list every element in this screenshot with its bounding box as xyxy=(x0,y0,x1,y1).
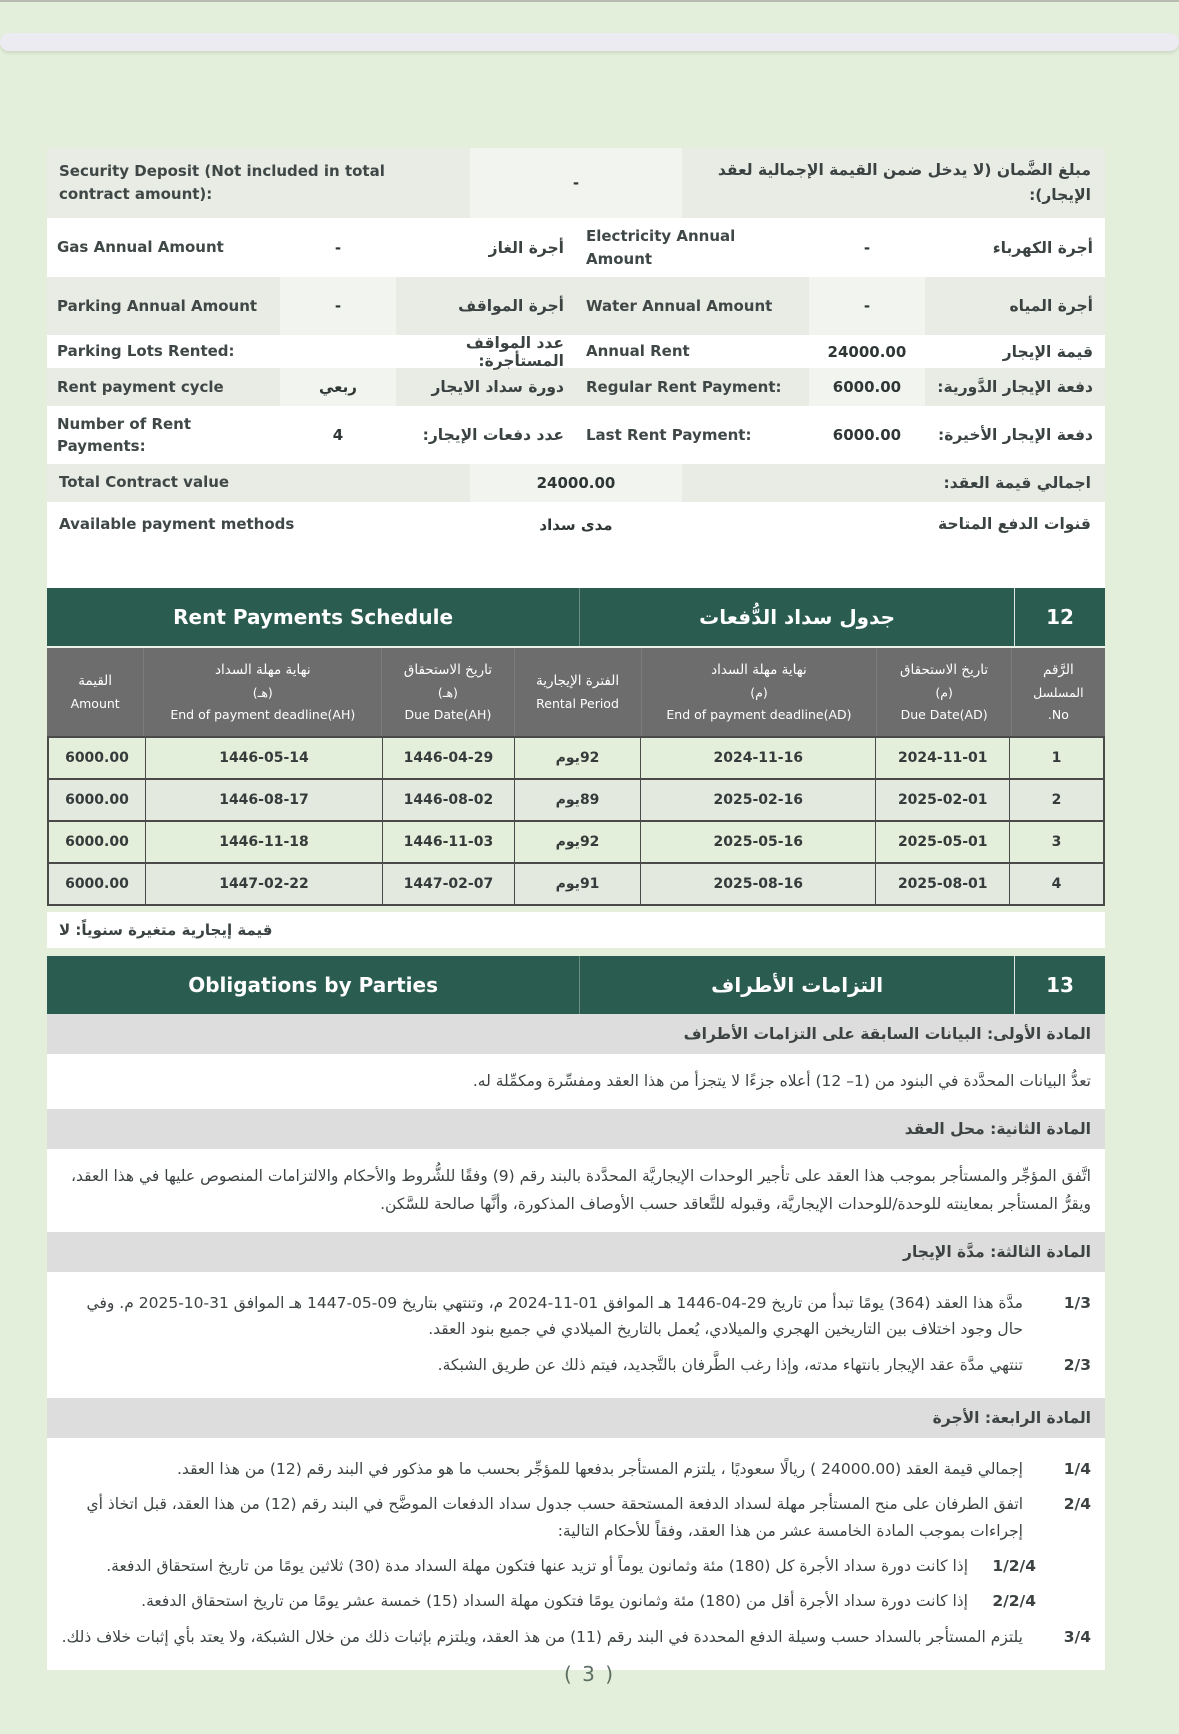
table-row xyxy=(47,406,1105,464)
schedule-header-cell: القيمة Amount xyxy=(70,673,120,711)
section-title-en: Obligations by Parties xyxy=(188,973,438,997)
article-heading: المادة الأولى: البيانات السابقة على التزامات الأطراف xyxy=(47,1014,1105,1054)
value: ربعي xyxy=(280,368,396,406)
label-en: Annual Rent xyxy=(586,342,690,361)
schedule-header-cell: نهاية مهلة السداد (م) End of payment deadline(AD) xyxy=(641,648,877,736)
clause-text: إجمالي قيمة العقد (24000.00 ) ريالًا سعوديًا ، يلتزم المستأجر بدفعها للمؤجِّر بحسب ما هو مذكور في البند رقم (12) من هذا العقد. xyxy=(177,1460,1023,1479)
article-heading: المادة الرابعة: الأجرة xyxy=(47,1398,1105,1438)
label-ar: دفعة الإيجار الدَّورية: xyxy=(937,378,1093,396)
clause xyxy=(61,1624,1091,1650)
schedule-header-cell: تاريخ الاستحقاق (م) Due Date(AD) xyxy=(876,648,1010,736)
table-row xyxy=(47,218,1105,277)
section-title-ar: التزامات الأطراف xyxy=(579,956,1015,1014)
table-row xyxy=(47,502,1105,547)
clause-text: إذا كانت دورة سداد الأجرة كل (180) مئة وثمانون يوماً أو تزيد عنها فتكون مهلة السداد مدة (30) ثلاثين يومًا من تاريخ استحقاق الدفعة. xyxy=(106,1557,968,1576)
clause xyxy=(61,1352,1091,1378)
page-top-border xyxy=(0,0,1179,2)
article-heading: المادة الثانية: محل العقد xyxy=(47,1109,1105,1149)
table-row xyxy=(47,368,1105,406)
value xyxy=(280,335,396,368)
sub-clause xyxy=(61,1588,1036,1614)
clause-number: 2/4 xyxy=(1063,1495,1091,1514)
label-ar: قنوات الدفع المتاحة xyxy=(938,515,1091,534)
table-row: 6000.00 1446-05-14 1446-04-29 92يوم 2024-11-16 2024-11-01 1 xyxy=(49,738,1103,778)
schedule-table-body xyxy=(47,736,1105,906)
table-row xyxy=(47,148,1105,218)
label-en: Total Contract value xyxy=(59,473,230,492)
clause-number: 3/4 xyxy=(1063,1627,1091,1646)
table-row: 6000.00 1447-02-22 1447-02-07 91يوم 2025-08-16 2025-08-01 4 xyxy=(49,862,1103,904)
label-en: Gas Annual Amount xyxy=(57,238,224,257)
value: 6000.00 xyxy=(832,426,902,444)
label-en: Regular Rent Payment: xyxy=(586,377,782,396)
schedule-header-cell: الفترة الإيجارية Rental Period xyxy=(514,648,641,736)
section-number: 13 xyxy=(1046,973,1074,997)
contract-financial-table xyxy=(47,148,1105,588)
label-ar: قيمة الإيجار xyxy=(1002,342,1093,361)
label-en: Rent payment cycle xyxy=(57,377,224,396)
label-ar: دورة سداد الايجار xyxy=(431,378,564,396)
label-en: Security Deposit (Not included in total contract amount): xyxy=(59,161,385,203)
value: - xyxy=(863,238,871,257)
page-number: ( 3 ) xyxy=(563,1662,616,1686)
value: 24000.00 xyxy=(827,342,907,361)
label-ar: أجرة المواقف xyxy=(458,297,564,315)
label-en: Number of Rent Payments: xyxy=(57,414,192,455)
clause xyxy=(61,1290,1091,1343)
article-clauses xyxy=(47,1272,1105,1398)
clause-text: مدَّة هذا العقد (364) يومًا تبدأ من تاريخ 29-04-1446 هـ الموافق 01-11-2024 م، وتنتهي بتاريخ 09-05-1447 هـ الموافق 31-10-2025 م. وفي حال وجود اختلاف بين التاريخين الهجري والميلادي، يُعمل بالتاريخ الميلادي في جميع بنود العقد. xyxy=(86,1294,1023,1339)
section-title-en: Rent Payments Schedule xyxy=(173,605,454,629)
article-body: اتَّفق المؤجِّر والمستأجر بموجب هذا العقد على تأجير الوحدات الإيجاريَّة المحدَّدة بالبند رقم (9) وفقًا للشُّروط والأحكام والالتزامات المنصوص عليها في هذا العقد، ويقرُّ المستأجر بمعاينته للوحدة/للوحدات الإيجاريَّة، وقبوله للتَّعاقد حسب الأوصاف المذكورة، وأنَّها صالحة للسَّكن. xyxy=(47,1149,1105,1232)
article-heading: المادة الثالثة: مدَّة الإيجار xyxy=(47,1232,1105,1272)
table-filler xyxy=(47,547,1105,588)
value: - xyxy=(334,238,342,257)
label-en: Parking Annual Amount xyxy=(57,296,258,315)
label-ar: عدد المواقف المستأجرة: xyxy=(465,333,564,370)
clause xyxy=(61,1491,1091,1544)
clause-number: 2/2/4 xyxy=(992,1592,1036,1611)
value: - xyxy=(470,148,682,218)
label-en: Water Annual Amount xyxy=(586,296,773,315)
value: 4 xyxy=(332,426,344,444)
value: مدى سداد xyxy=(539,515,613,534)
value: - xyxy=(809,277,925,335)
value: - xyxy=(280,277,396,335)
top-scroll-bar xyxy=(0,33,1179,51)
clause-number: 1/4 xyxy=(1063,1460,1091,1479)
contract-page-content xyxy=(47,148,1105,1670)
schedule-table-header xyxy=(47,648,1105,736)
label-en: Last Rent Payment: xyxy=(586,425,752,444)
label-ar: أجرة المياه xyxy=(1009,297,1093,315)
article-body: تعدُّ البيانات المحدَّدة في البنود من (1– 12) أعلاه جزءًا لا يتجزأ من هذا العقد ومفسِّرة ومكمِّلة له. xyxy=(47,1054,1105,1109)
schedule-header-cell: الرَّقم المسلسل .No xyxy=(1011,648,1105,736)
table-row: 6000.00 1446-08-17 1446-08-02 89يوم 2025-02-16 2025-02-01 2 xyxy=(49,778,1103,820)
label-ar: أجرة الغاز xyxy=(488,238,564,257)
label-ar: مبلغ الضَّمان (لا يدخل ضمن القيمة الإجمالية لعقد الإيجار): xyxy=(717,161,1091,204)
clause-text: تنتهي مدَّة عقد الإيجار بانتهاء مدته، وإذا رغب الطَّرفان بالتَّجديد، فيتم ذلك عن طريق الشبكة. xyxy=(437,1355,1023,1374)
schedule-header-cell: تاريخ الاستحقاق (هـ) Due Date(AH) xyxy=(381,648,513,736)
table-row xyxy=(47,277,1105,335)
clause-number: 2/3 xyxy=(1063,1355,1091,1374)
sub-clause xyxy=(61,1553,1036,1579)
clause-text: اتفق الطرفان على منح المستأجر مهلة لسداد الدفعة المستحقة حسب جدول سداد الدفعات الموضَّح في البند رقم (12) من هذا العقد، قبل اتخاذ أي إجراءات بموجب المادة الخامسة عشر من هذا العقد، وفقاً للأحكام التالية: xyxy=(86,1495,1023,1540)
clause-number: 1/3 xyxy=(1063,1294,1091,1313)
section-title-ar: جدول سداد الدُّفعات xyxy=(579,588,1015,646)
label-en: Electricity Annual Amount xyxy=(586,227,736,268)
article-clauses xyxy=(47,1438,1105,1670)
label-en: Available payment methods xyxy=(59,514,295,533)
table-row xyxy=(47,335,1105,368)
schedule-header-cell: نهاية مهلة السداد (هـ) End of payment deadline(AH) xyxy=(143,648,381,736)
clause-text: إذا كانت دورة سداد الأجرة أقل من (180) مئة وثمانون يومًا فتكون مهلة السداد (15) خمسة عشر يومًا من تاريخ استحقاق الدفعة. xyxy=(141,1592,968,1611)
section-header-rent-schedule xyxy=(47,588,1105,646)
clause-text: يلتزم المستأجر بالسداد حسب وسيلة الدفع المحددة في البند رقم (11) من هذ العقد، ويلتزم بإثبات ذلك من خلال الشبكة، ولا يعتد بأي إثبات خلاف ذلك. xyxy=(61,1627,1023,1646)
label-ar: عدد دفعات الإيجار: xyxy=(422,426,564,444)
label-ar: أجرة الكهرباء xyxy=(992,238,1093,257)
table-row: 6000.00 1446-11-18 1446-11-03 92يوم 2025-05-16 2025-05-01 3 xyxy=(49,820,1103,862)
clause-number: 1/2/4 xyxy=(992,1557,1036,1576)
table-row xyxy=(47,464,1105,502)
label-en: Parking Lots Rented: xyxy=(57,342,235,361)
label-ar: اجمالي قيمة العقد: xyxy=(943,473,1091,492)
value: 24000.00 xyxy=(470,464,682,502)
value: 6000.00 xyxy=(809,368,925,406)
section-number: 12 xyxy=(1046,605,1074,629)
section-header-obligations xyxy=(47,956,1105,1014)
label-ar: دفعة الإيجار الأخيرة: xyxy=(938,426,1093,444)
clause xyxy=(61,1456,1091,1482)
variable-rent-footnote: قيمة إيجارية متغيرة سنوياً: لا xyxy=(47,912,1105,948)
